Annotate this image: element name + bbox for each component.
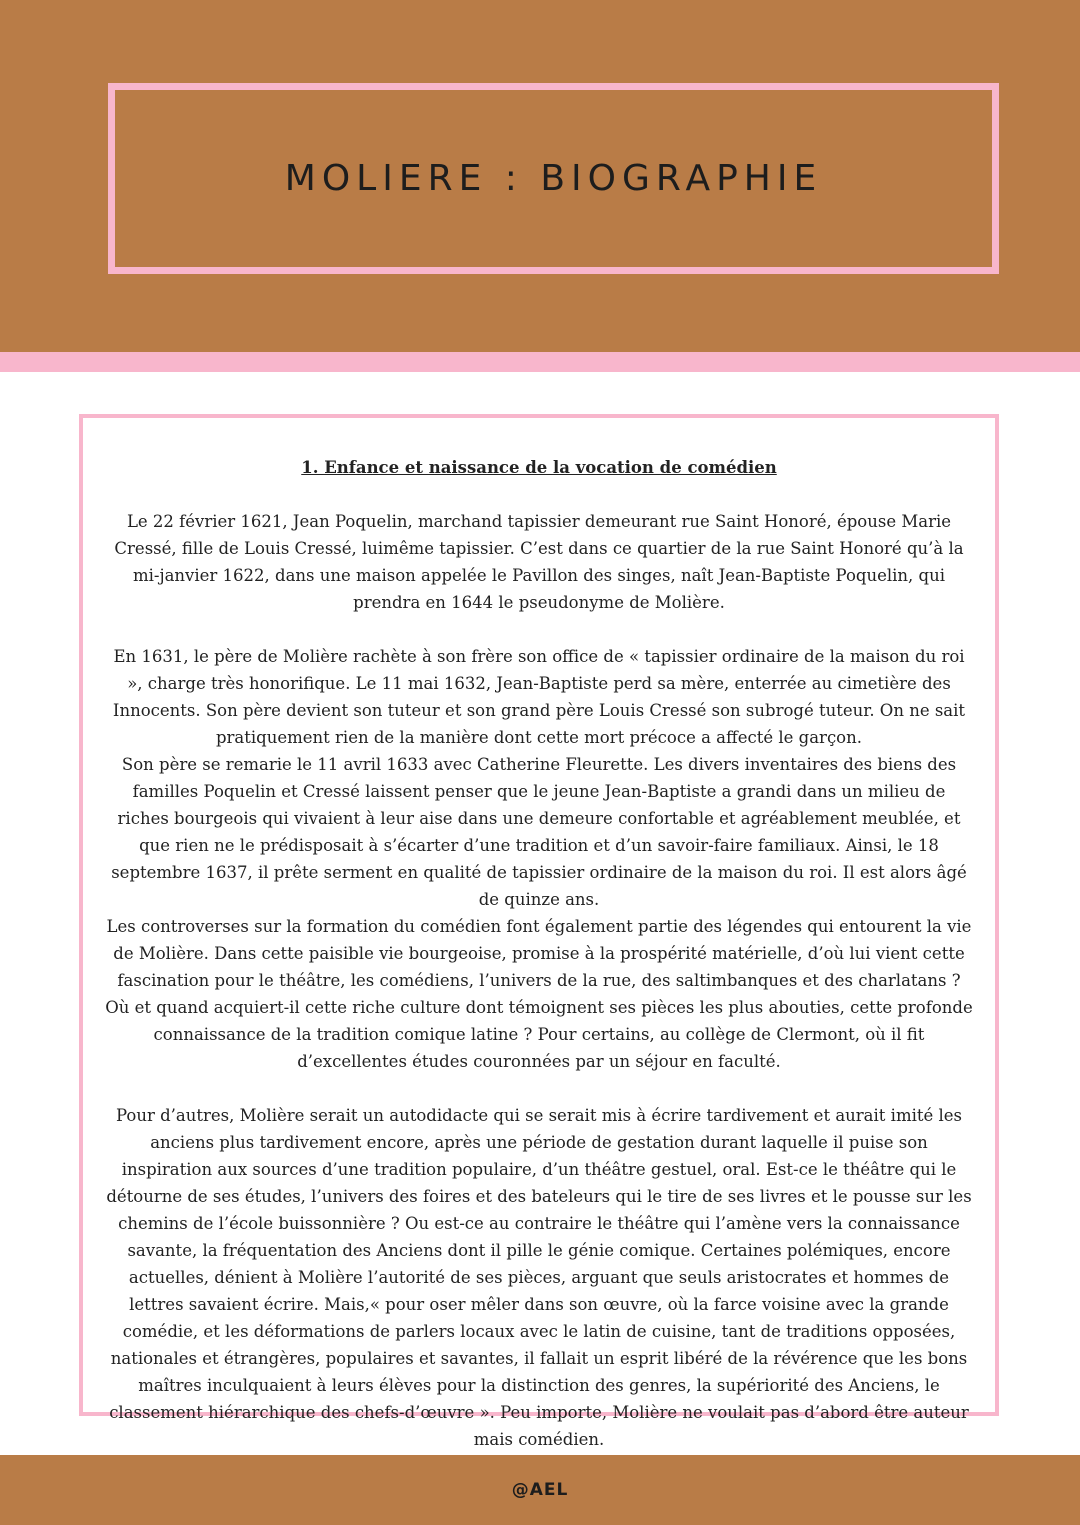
paragraph-4: Les controverses sur la formation du comédien font également partie des légendes qui entourent la vie de Molière. Dans cette paisible vie bourgeoise, promise à la prospérité matérielle, d’où lui vient cette fascination pour le théâtre, les comédiens, l’univers de la rue, des saltimbanques et des charlatans ? Où et quand acquiert-il cette riche culture dont témoignent ses pièces les plus abouties, cette profonde connaissance de la tradition comique latine ? Pour certains, au collège de Clermont, où il fit d’excellentes études couronnées par un séjour en faculté. — [105, 917, 973, 1071]
paragraph-1: Le 22 février 1621, Jean Poquelin, marchand tapissier demeurant rue Saint Honoré, épouse Marie Cressé, fille de Louis Cressé, luimême tapissier. C’est dans ce quartier de la rue Saint Honoré qu’à la mi-janvier 1622, dans une maison appelée le Pavillon des singes, naît Jean-Baptiste Poquelin, qui prendra en 1644 le pseudonyme de Molière. — [114, 512, 964, 612]
header-divider-strip — [0, 352, 1080, 372]
page-title: MOLIERE : BIOGRAPHIE — [284, 158, 823, 199]
paragraph-gap — [105, 616, 973, 643]
paragraph-5: Pour d’autres, Molière serait un autodidacte qui se serait mis à écrire tardivement et aurait imité les anciens plus tardivement encore, après une période de gestation durant laquelle il puise son inspiration aux sources d’une tradition populaire, d’un théâtre gestuel, oral. Est-ce le théâtre qui le détourne de ses études, l’univers des foires et des bateleurs qui le tire de ses livres et le pousse sur les chemins de l’école buissonnière ? Ou est-ce au contraire le théâtre qui l’amène vers la connaissance savante, la fréquentation des Anciens dont il pille le génie comique. Certaines polémiques, encore actuelles, dénient à Molière l’autorité de ses pièces, arguant que seuls aristocrates et hommes de lettres savaient écrire. Mais,« pour oser mêler dans son œuvre, où la farce voisine avec la grande comédie, et les déformations de parlers locaux avec le latin de cuisine, tant de traditions opposées, nationales et étrangères, populaires et savantes, il fallait un esprit libéré de la révérence que les bons maîtres inculquaient à leurs élèves pour la distinction des genres, la supériorité des Anciens, le classement hiérarchique des chefs-d’œuvre ». Peu importe, Molière ne voulait pas d’abord être auteur mais comédien. — [106, 1106, 972, 1449]
footer-band — [0, 1455, 1080, 1525]
paragraph-2: En 1631, le père de Molière rachète à son frère son office de « tapissier ordinaire de la maison du roi », charge très honorifique. Le 11 mai 1632, Jean-Baptiste perd sa mère, enterrée au cimetière des Innocents. Son père devient son tuteur et son grand père Louis Cressé son subrogé tuteur. On ne sait pratiquement rien de la manière dont cette mort précoce a affecté le garçon. — [112, 647, 966, 747]
content-frame — [79, 414, 999, 1449]
title-frame — [108, 83, 999, 274]
footer-signature: @AEL — [511, 1480, 569, 1500]
paragraph-3: Son père se remarie le 11 avril 1633 avec Catherine Fleurette. Les divers inventaires des biens des familles Poquelin et Cressé laissent penser que le jeune Jean-Baptiste a grandi dans un milieu de riches bourgeois qui vivaient à leur aise dans une demeure confortable et agréablement meublée, et que rien ne le prédisposait à s’écarter d’une tradition et d’un savoir-faire familiaux. Ainsi, le 18 septembre 1637, il prête serment en qualité de tapissier ordinaire de la maison du roi. Il est alors âgé de quinze ans. — [111, 755, 967, 909]
section-heading: 1. Enfance et naissance de la vocation de comédien — [301, 458, 777, 477]
paragraph-gap — [105, 1075, 973, 1102]
